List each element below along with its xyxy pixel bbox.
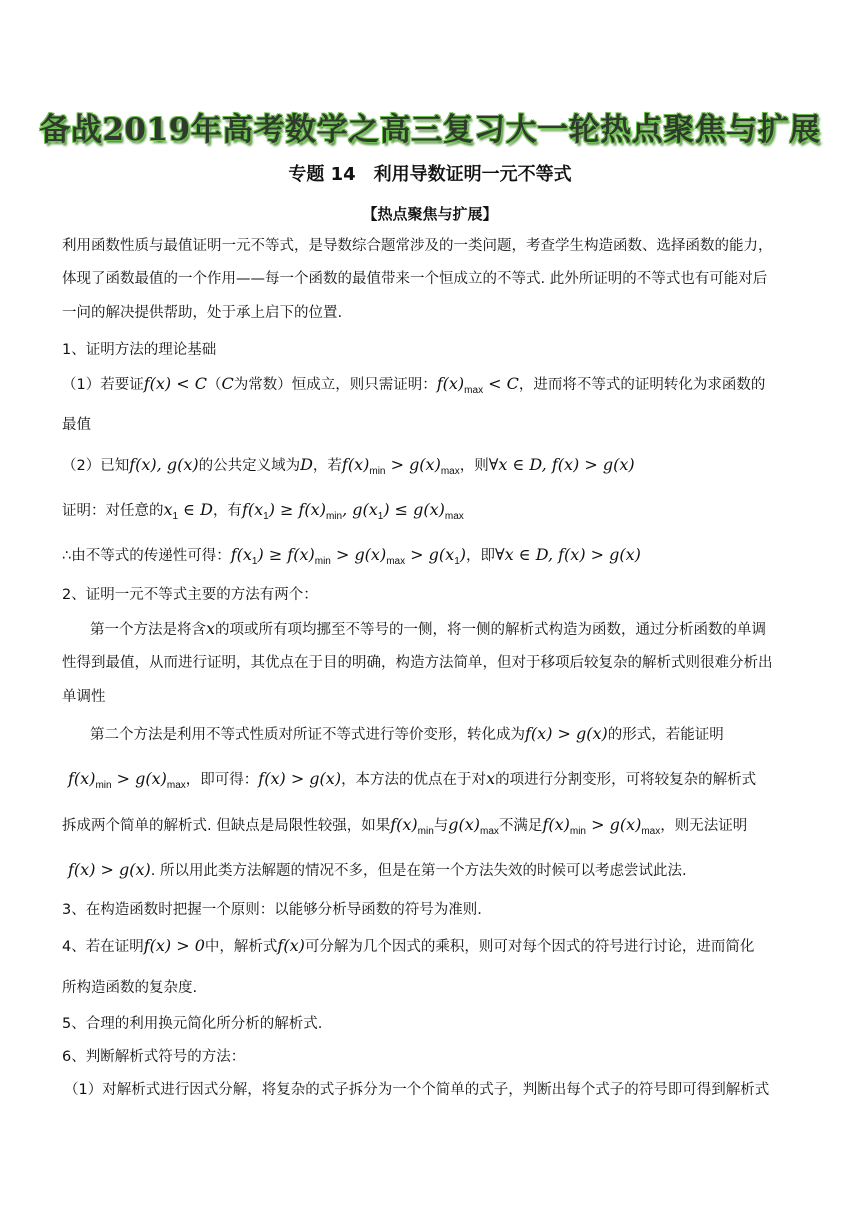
text: ，则无法证明 [660,818,748,834]
text: 证明：对任意的 [62,503,164,519]
text: 为常数）恒成立，则只需证明： [233,377,437,393]
theory-item-1-cont: 最值 [62,417,91,433]
text: 的形式，若能证明 [607,727,724,743]
method-2-line-1 [90,724,804,745]
text: （2）已知 [62,458,130,474]
subscript: 1 [377,511,384,523]
text: ，则 [459,458,489,474]
formula-part: < C [483,374,519,393]
method-1-line-1 [90,619,804,640]
text: 的公共定义域为 [198,458,301,474]
subscript: min [569,826,586,838]
formula-part: ) ≥ f(x) [257,545,315,564]
formula-part: ) ≤ g(x) [383,500,445,519]
subscript: max [444,511,464,523]
formula-part: f(x) [542,815,570,834]
formula-part: f(x) [341,455,370,474]
subscript: 1 [172,511,179,523]
theory-item-2 [62,455,804,482]
text: ∴由不等式的传递性可得： [62,548,231,564]
formula: C [221,374,234,393]
subscript: min [325,511,343,523]
section-1-title: 1、证明方法的理论基础 [62,342,217,358]
subscript: max [440,466,460,478]
formula-part: f(x) [68,769,96,788]
subscript: max [386,556,406,568]
subscript: max [480,826,499,838]
section-heading: 【热点聚焦与扩展】 [362,205,498,223]
intro-line-2: 体现了函数最值的一个作用——每一个函数的最值带来一个恒成立的不等式. 此外所证明的不等式也有可能对后 [62,271,768,287]
formula-part: f(x [230,545,252,564]
text: 第二个方法是利用不等式性质对所证不等式进行等价变形，转化成为 [90,727,525,743]
formula-part: > g(x) [586,815,642,834]
formula: f(x) > g(x) [68,860,151,879]
subscript: max [464,385,484,397]
text: . 所以用此类方法解题的情况不多，但是在第一个方法失效的时候可以考虑尝试此法. [150,863,687,879]
formula-part: f(x [241,500,264,519]
text: ，若 [312,458,342,474]
text: 不满足 [498,818,543,834]
method-2-line-4 [68,860,804,881]
section-6-item-1: （1）对解析式进行因式分解，将复杂的式子拆分为一个个简单的式子，判断出每个式子的符号即可得到解析式 [64,1082,770,1098]
text: 拆成两个简单的解析式. 但缺点是局限性较强，如果 [62,818,391,834]
proof-line [62,500,804,527]
text: 4、若在证明 [62,939,144,955]
formula-part: f(x) [436,374,465,393]
formula: D [300,455,313,474]
formula: f(x) > g(x) [258,769,342,788]
subscript: min [369,466,386,478]
formula-part: > g(x [405,545,455,564]
text: （ [206,377,222,393]
formula [230,545,466,568]
formula: f(x) > g(x) [525,724,608,743]
formula [436,374,519,397]
text: 的项进行分割变形，可将较复杂的解析式 [495,772,757,788]
formula-part: > g(x) [111,769,167,788]
banner-title: 备战2019年高考数学之高三复习大一轮热点聚焦与扩展 [39,112,821,148]
formula-part: > g(x) [385,455,441,474]
section-6-title: 6、判断解析式符号的方法： [62,1049,246,1065]
formula [241,500,464,523]
section-2-title: 2、证明一元不等式主要的方法有两个： [62,587,318,603]
formula-part: , g(x [342,500,378,519]
formula: f(x) [277,936,305,955]
formula-part: g(x) [448,815,481,834]
text: 中，解析式 [204,939,278,955]
section-4-line-2: 所构造函数的复杂度. [62,980,198,996]
section-5: 5、合理的利用换元简化所分析的解析式. [62,1016,323,1032]
therefore-line [62,545,804,572]
method-2-line-2 [68,769,804,796]
method-1-line-2: 性得到最值，从而进行证明，其优点在于目的明确，构造方法简单，但对于移项后较复杂的解析式则很难分析出 [62,655,773,671]
subscript: max [641,826,661,838]
topic-name: 利用导数证明一元不等式 [373,164,572,185]
formula-part: x [163,500,173,519]
section-4-line-1 [62,936,804,957]
method-2-line-3 [62,815,804,842]
formula: f(x) < C [143,374,207,393]
formula [448,815,499,838]
method-1-line-3: 单调性 [62,689,106,705]
intro-line-3: 一问的解决提供帮助，处于承上启下的位置. [62,305,343,321]
formula: x [206,619,216,638]
formula [390,815,434,838]
intro-line-1: 利用函数性质与最值证明一元不等式，是导数综合题常涉及的一类问题，考查学生构造函数、选择函数的能力， [62,238,773,254]
section-3: 3、在构造函数时把握一个原则：以能够分析导函数的符号为准则. [62,902,482,918]
theory-item-1 [62,374,804,401]
text: ，即可得： [185,772,259,788]
subscript: 1 [251,556,258,568]
subscript: min [95,780,112,792]
formula-part: > g(x) [330,545,387,564]
subscript: 1 [263,511,269,523]
formula [163,500,213,523]
formula: ∀x ∈ D, f(x) > g(x) [488,455,635,474]
formula-part: ) ≥ f(x) [268,500,326,519]
text: ，进而将不等式的证明转化为求函数的 [518,377,766,393]
formula [542,815,661,838]
text: 第一个方法是将含 [90,622,206,638]
text: （1）若要证 [62,377,144,393]
formula: f(x) > 0 [143,936,205,955]
text: ，即 [466,548,495,564]
subscript: min [417,826,434,838]
topic-title [0,160,860,186]
subscript: 1 [454,556,460,568]
formula [341,455,460,478]
formula-part: ∈ D [178,500,213,519]
formula: ∀x ∈ D, f(x) > g(x) [495,545,641,564]
formula-part: ) [459,545,466,564]
text: ，有 [212,503,242,519]
text: 的项或所有项均挪至不等号的一侧，将一侧的解析式构造为函数，通过分析函数的单调 [215,622,767,638]
text: 与 [433,818,449,834]
subscript: min [314,556,331,568]
formula: f(x), g(x) [129,455,199,474]
subscript: max [166,780,186,792]
text: 可分解为几个因式的乘积，则可对每个因式的符号进行讨论，进而简化 [304,939,755,955]
formula: x [486,769,496,788]
formula-part: f(x) [390,815,418,834]
formula [68,769,186,792]
text: ，本方法的优点在于对 [341,772,487,788]
topic-number: 专题 14 [288,164,356,185]
